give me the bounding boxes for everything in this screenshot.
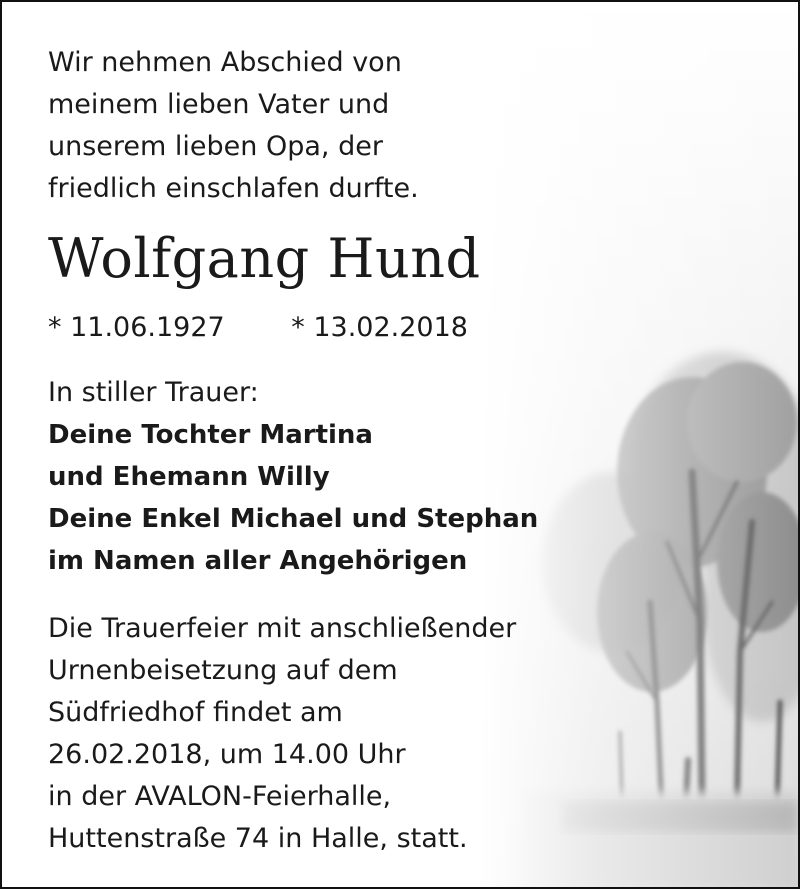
mourners-block: [48, 372, 538, 582]
intro-line: unserem lieben Opa, der: [48, 131, 383, 162]
mourner-line: Deine Enkel Michael und Stephan: [48, 504, 539, 534]
mourner-line: Deine Tochter Martina: [48, 420, 373, 450]
funeral-line: in der AVALON-Feierhalle,: [48, 781, 392, 812]
death-date: * 13.02.2018: [291, 312, 468, 343]
intro-text: [48, 42, 419, 210]
mourning-heading: In stiller Trauer:: [48, 377, 259, 408]
intro-line: friedlich einschlafen durfte.: [48, 173, 419, 204]
funeral-line: Huttenstraße 74 in Halle, statt.: [48, 823, 468, 854]
funeral-line: 26.02.2018, um 14.00 Uhr: [48, 739, 406, 770]
funeral-line: Südfriedhof findet am: [48, 697, 343, 728]
funeral-info: [48, 608, 516, 860]
birth-date: * 11.06.1927: [48, 312, 225, 343]
intro-line: Wir nehmen Abschied von: [48, 47, 402, 78]
deceased-name: Wolfgang Hund: [48, 227, 481, 290]
funeral-line: Die Trauerfeier mit anschließender: [48, 613, 517, 644]
mourner-line: im Namen aller Angehörigen: [48, 546, 468, 576]
funeral-line: Urnenbeisetzung auf dem: [48, 655, 398, 686]
mourner-line: und Ehemann Willy: [48, 462, 330, 492]
intro-line: meinem lieben Vater und: [48, 89, 390, 120]
life-dates: [48, 306, 468, 350]
